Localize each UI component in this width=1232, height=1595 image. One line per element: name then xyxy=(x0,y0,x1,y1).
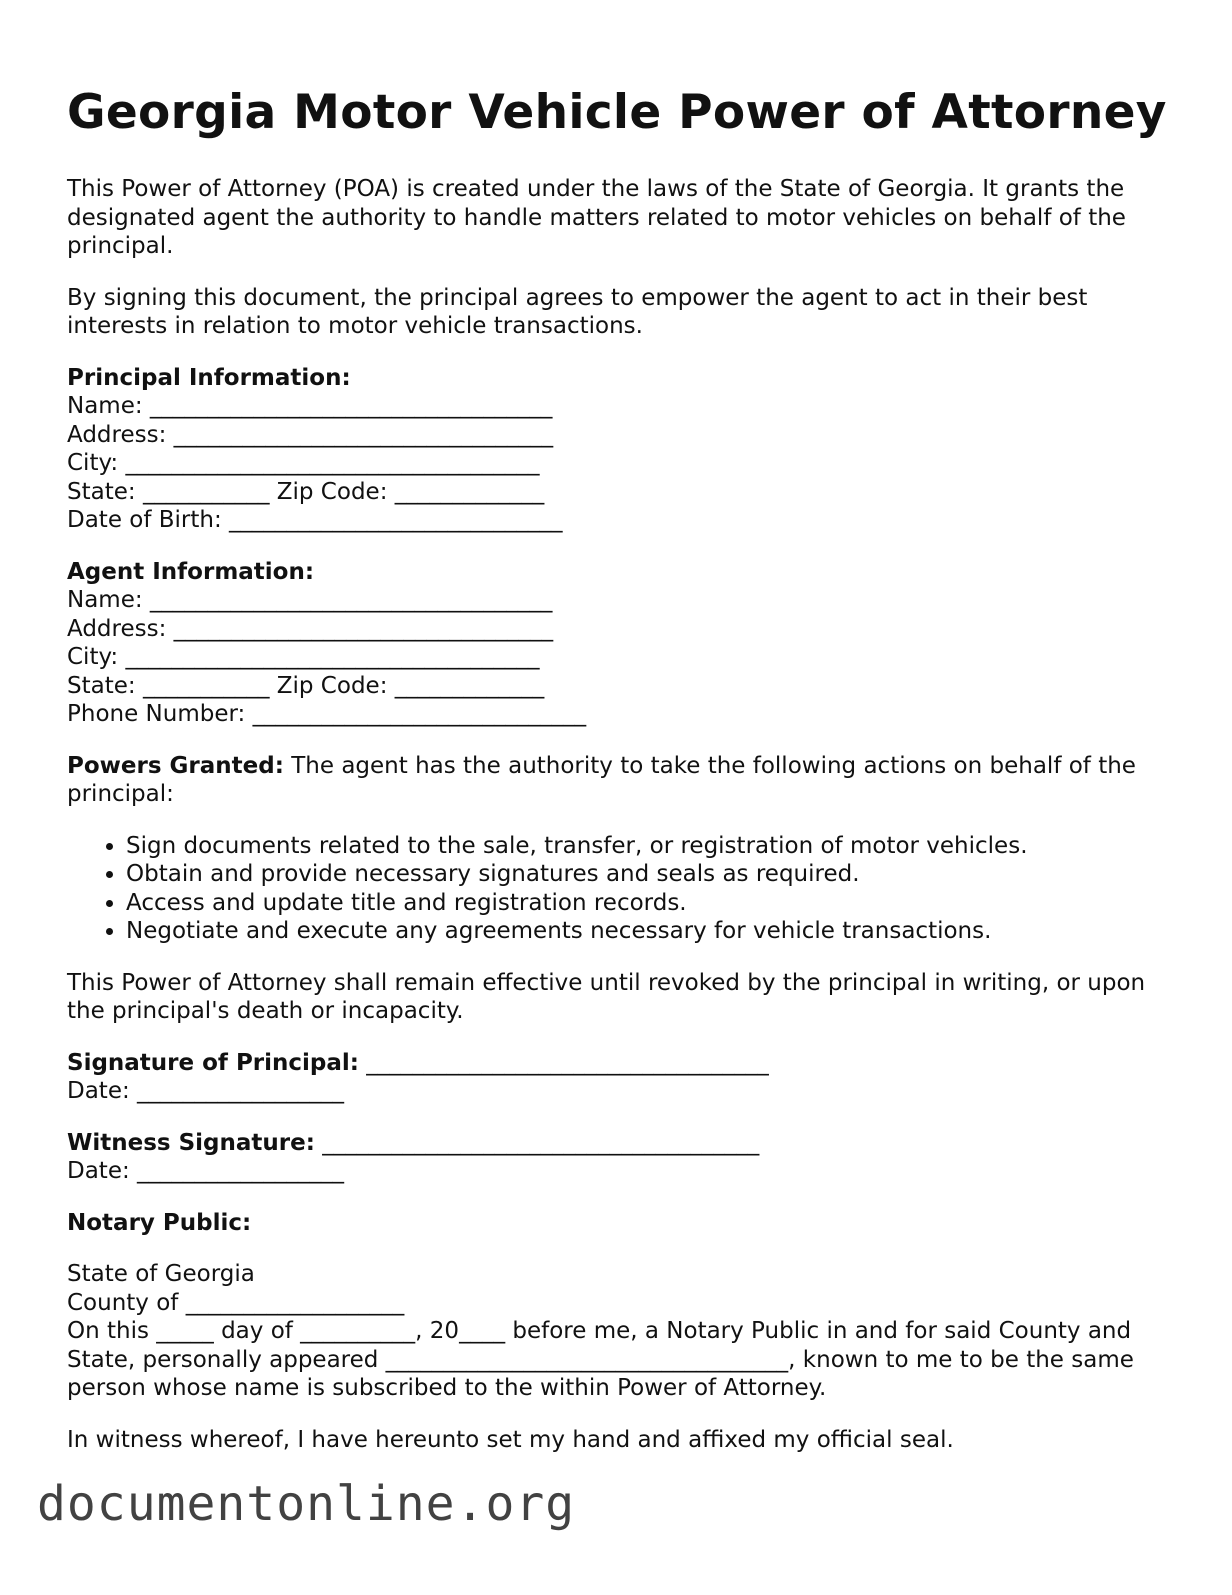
notary-state: State of Georgia xyxy=(67,1261,255,1287)
notary-section xyxy=(67,1260,1177,1403)
principal-heading: Principal Information: xyxy=(67,364,351,391)
principal-signature-blank: ___________________________________ xyxy=(358,1049,769,1076)
principal-city-field: City: ____________________________________ xyxy=(67,450,540,476)
list-item: • Negotiate and execute any agreements necessary for vehicle transactions. xyxy=(126,917,1177,946)
witness-signature-blank: ______________________________________ xyxy=(314,1129,760,1156)
notary-heading: Notary Public: xyxy=(67,1209,252,1236)
notary-witness-statement: In witness whereof, I have hereunto set my hand and affixed my official seal. xyxy=(67,1426,954,1453)
agent-name-field: Name: ___________________________________ xyxy=(67,587,553,613)
intro-paragraph: This Power of Attorney (POA) is created under the laws of the State of Georgia. It grants the designated agent the authority to handle matters related to motor vehicles on behalf of the principal. xyxy=(67,176,1126,259)
principal-information-section xyxy=(67,364,1177,535)
principal-signature-line xyxy=(67,1049,1177,1078)
powers-granted-paragraph xyxy=(67,752,1177,809)
agreement-paragraph: By signing this document, the principal agrees to empower the agent to act in their best interests in relation to motor vehicle transactions. xyxy=(67,284,1088,339)
document-page xyxy=(67,84,1177,1477)
principal-address-field: Address: _________________________________ xyxy=(67,421,554,448)
principal-name-field: Name: ___________________________________ xyxy=(67,393,553,419)
witness-signature-date: Date: __________________ xyxy=(67,1158,345,1184)
agent-address-field: Address: _________________________________ xyxy=(67,615,554,642)
powers-heading: Powers Granted: xyxy=(67,752,284,779)
principal-state-zip-field: State: ___________ Zip Code: _____________ xyxy=(67,478,545,505)
witness-signature-label: Witness Signature: xyxy=(67,1129,315,1156)
document-title: Georgia Motor Vehicle Power of Attorney xyxy=(67,85,1167,140)
agent-information-section xyxy=(67,558,1177,729)
effective-paragraph: This Power of Attorney shall remain effective until revoked by the principal in writing, or upon the principal's death or incapacity. xyxy=(67,969,1146,1024)
agent-heading: Agent Information: xyxy=(67,558,315,585)
witness-signature-section xyxy=(67,1129,1177,1186)
watermark-logo: documentonline.org xyxy=(37,1476,576,1532)
powers-list xyxy=(67,832,1177,946)
list-item: • Obtain and provide necessary signatures and seals as required. xyxy=(126,860,1177,889)
notary-county: County of ___________________ xyxy=(67,1289,405,1316)
agent-city-field: City: ____________________________________ xyxy=(67,644,540,670)
agent-state-zip-field: State: ___________ Zip Code: _____________ xyxy=(67,672,545,699)
principal-signature-date: Date: __________________ xyxy=(67,1078,345,1104)
witness-signature-line xyxy=(67,1129,1177,1158)
list-item: • Sign documents related to the sale, transfer, or registration of motor vehicles. xyxy=(126,832,1177,861)
list-item: • Access and update title and registration records. xyxy=(126,889,1177,918)
agent-phone-field: Phone Number: _____________________________ xyxy=(67,701,587,727)
principal-signature-section xyxy=(67,1049,1177,1106)
principal-dob-field: Date of Birth: _____________________________ xyxy=(67,507,563,533)
powers-text: The agent has the authority to take the following actions on behalf of the principal: xyxy=(67,752,1136,807)
principal-signature-label: Signature of Principal: xyxy=(67,1049,359,1076)
notary-statement: On this _____ day of __________, 20____ before me, a Notary Public in and for said County and State, personally appeared ___________________________________, known to me to be the same person whose name is subscribed to the within Power of Attorney. xyxy=(67,1318,1134,1401)
